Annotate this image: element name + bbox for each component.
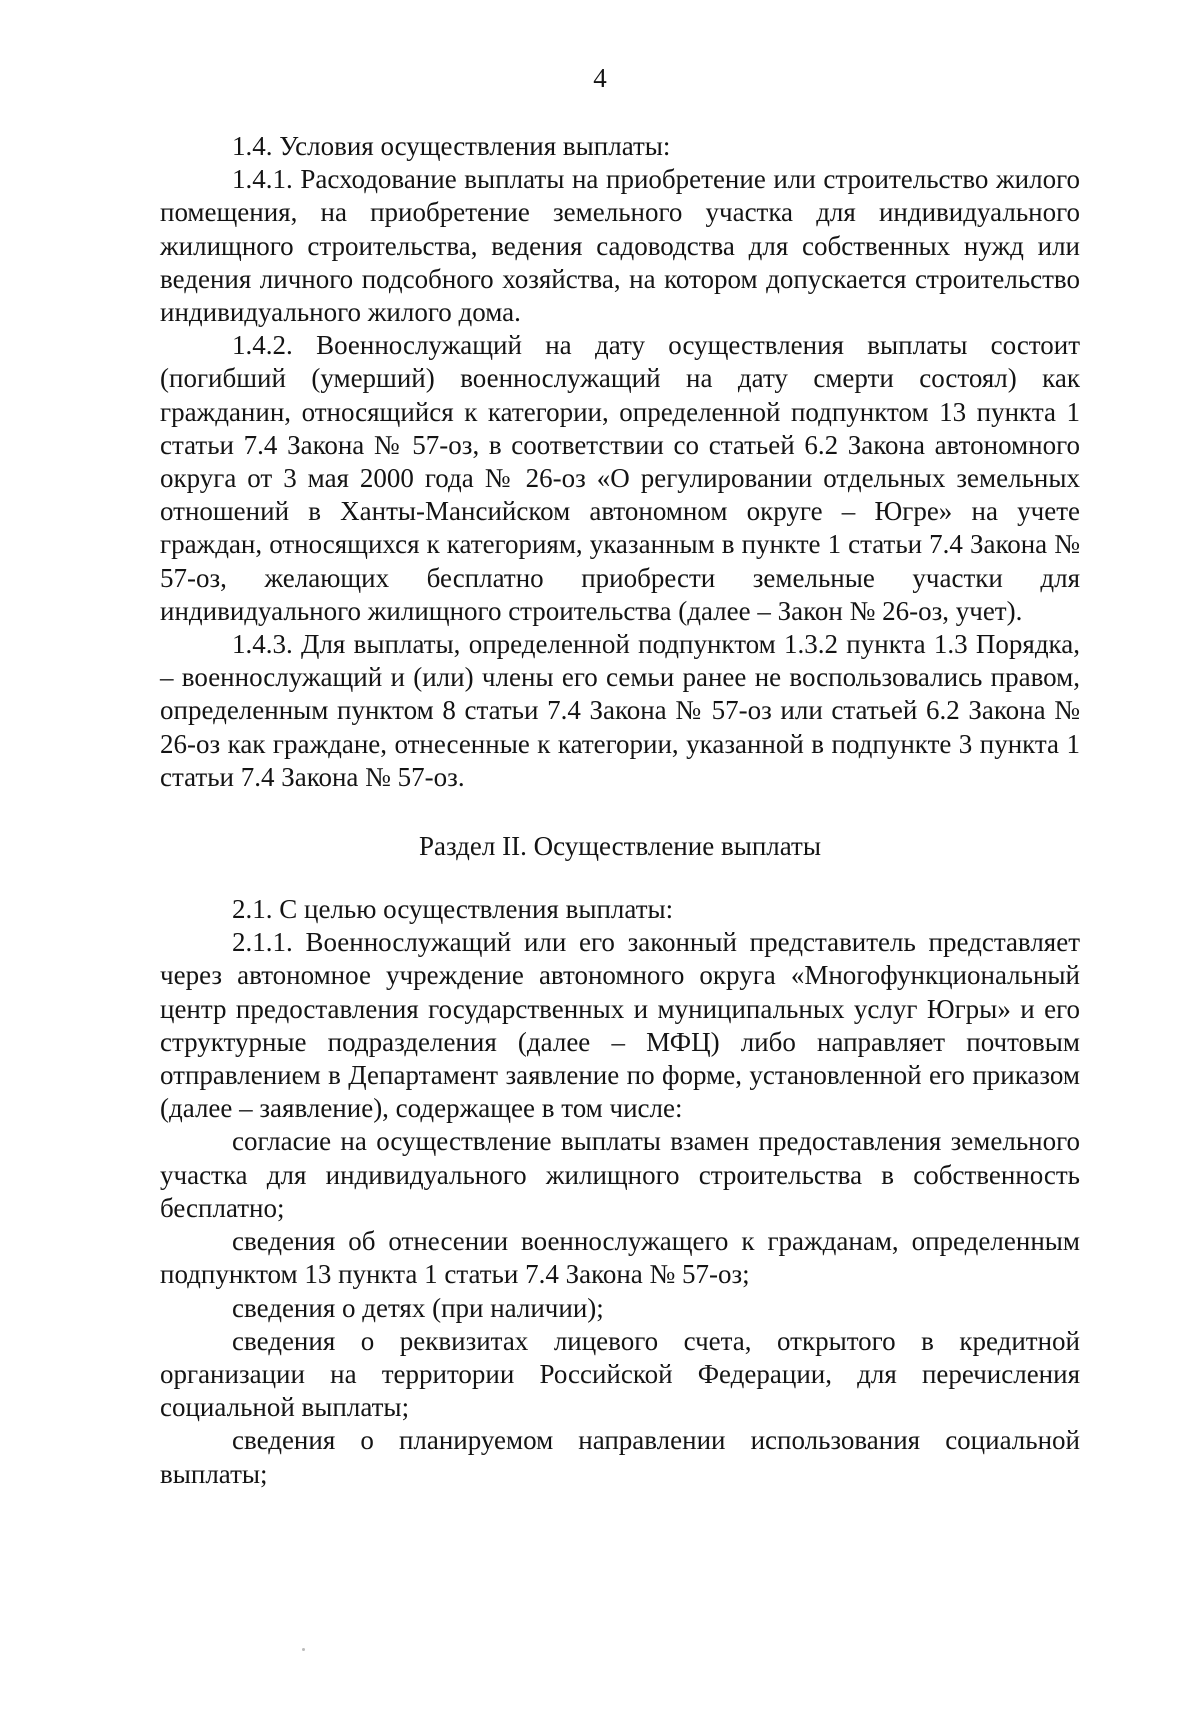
paragraph-1-4-1: 1.4.1. Расходование выплаты на приобретение или строительство жилого помещения, на приобретение земельного участка для индивидуального жилищного строительства, ведения садоводства для собственных нужд или ведения личного подсобного хозяйства, на котором допускается строительство индивидуального жилого дома. — [160, 164, 1080, 328]
list-item-consent: согласие на осуществление выплаты взамен предоставления земельного участка для индивидуального жилищного строительства в собственность бесплатно; — [160, 1126, 1080, 1223]
list-item-category: сведения об отнесении военнослужащего к гражданам, определенным подпунктом 13 пункта 1 статьи 7.4 Закона № 57-оз; — [160, 1226, 1080, 1290]
section-heading: Раздел II. Осуществление выплаты — [419, 831, 821, 862]
scan-speck — [302, 1648, 305, 1651]
paragraph-1-4: 1.4. Условия осуществления выплаты: — [232, 131, 671, 161]
list-item-usage: сведения о планируемом направлении использования социальной выплаты; — [160, 1425, 1080, 1489]
paragraph-2-1: 2.1. С целью осуществления выплаты: — [232, 894, 674, 925]
paragraph-1-4-3: 1.4.3. Для выплаты, определенной подпунктом 1.3.2 пункта 1.3 Порядка, – военнослужащий и (или) члены его семьи ранее не воспользовались правом, определенным пунктом 8 статьи 7.4 Закона № 57-оз или статьей 6.2 Закона № 26-оз как граждане, отнесенные к категории, указанной в подпункте 3 пункта 1 статьи 7.4 Закона № 57-оз. — [160, 629, 1080, 792]
list-item-account: сведения о реквизитах лицевого счета, открытого в кредитной организации на территории Российской Федерации, для перечисления социальной выплаты; — [160, 1325, 1080, 1423]
document-body — [160, 130, 1080, 1491]
paragraph-2-1-1: 2.1.1. Военнослужащий или его законный представитель представляет через автономное учреждение автономного округа «Многофункциональный центр предоставления государственных и муниципальных услуг Югры» и его структурные подразделения (далее – МФЦ) либо направляет почтовым отправлением в Департамент заявление по форме, установленной его приказом (далее – заявление), содержащее в том числе: — [160, 927, 1080, 1124]
page-number: 4 — [593, 63, 607, 93]
paragraph-1-4-2: 1.4.2. Военнослужащий на дату осуществления выплаты состоит (погибший (умерший) военнослужащий на дату смерти состоял) как гражданин, относящийся к категории, определенной подпунктом 13 пункта 1 статьи 7.4 Закона № 57-оз, в соответствии со статьей 6.2 Закона автономного округа от 3 мая 2000 года № 26-оз «О регулировании отдельных земельных отношений в Ханты-Мансийском автономном округе – Югре» на учете граждан, относящихся к категориям, указанным в пункте 1 статьи 7.4 Закона № 57-оз, желающих бесплатно приобрести земельные участки для индивидуального жилищного строительства (далее – Закон № 26-оз, учет). — [160, 330, 1080, 626]
list-item-children: сведения о детях (при наличии); — [232, 1292, 604, 1323]
